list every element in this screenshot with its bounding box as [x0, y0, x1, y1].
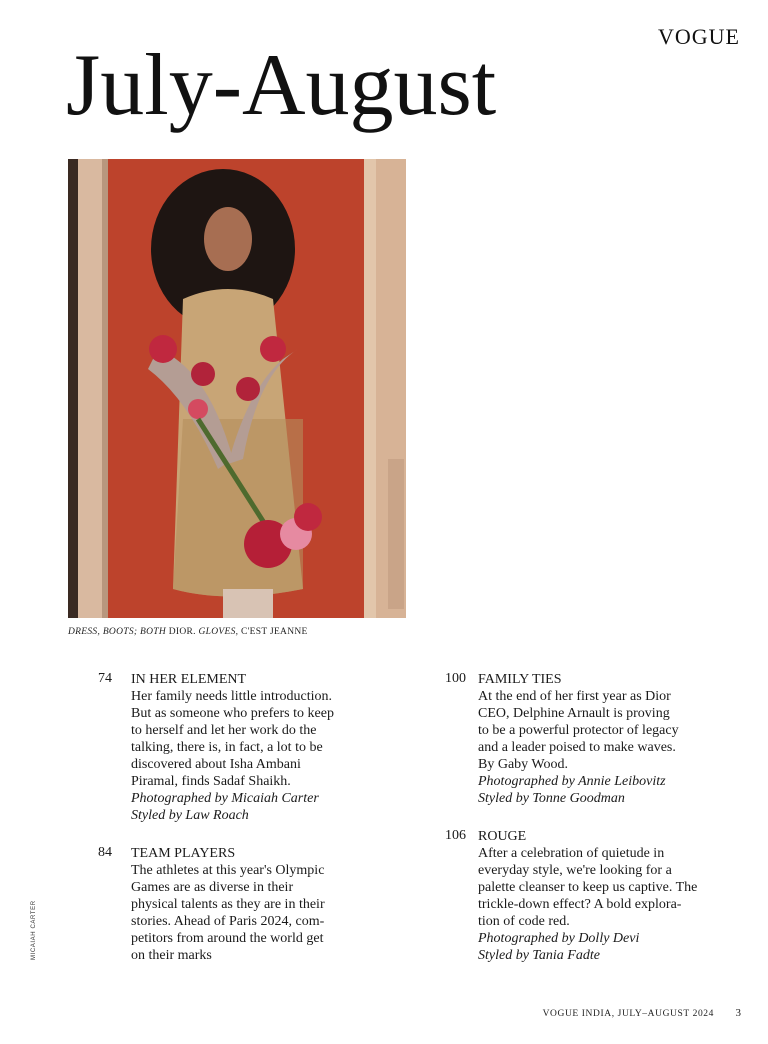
toc-description-line: But as someone who prefers to keep	[131, 706, 334, 721]
toc-description-line: palette cleanser to keep us captive. The	[478, 880, 698, 895]
page-footer: VOGUE INDIA, JULY–AUGUST 2024	[542, 1009, 714, 1019]
toc-description-line: Her family needs little introduction.	[131, 689, 333, 704]
toc-description-line: physical talents as they are in their	[131, 897, 325, 912]
toc-description-line: stories. Ahead of Paris 2024, com-	[131, 914, 325, 929]
toc-description-line: to herself and let her work do the	[131, 723, 317, 738]
toc-description-line: tion of code red.	[478, 914, 570, 929]
caption-part-2: DIOR.	[166, 627, 199, 637]
toc-description-line: Games are as diverse in their	[131, 880, 294, 895]
photo-side-credit: MICAIAH CARTER	[31, 900, 37, 960]
toc-description-line: At the end of her first year as Dior	[478, 689, 671, 704]
toc-heading: ROUGE	[478, 829, 527, 844]
toc-description-line: After a celebration of quietude in	[478, 846, 665, 861]
toc-page-number: 74	[98, 671, 112, 686]
toc-page-number: 106	[445, 828, 466, 843]
cover-photo	[68, 159, 406, 618]
caption-part-4: C'EST JEANNE	[238, 627, 308, 637]
toc-description-line: Piramal, finds Sadaf Shaikh.	[131, 774, 291, 789]
toc-credit-stylist: Styled by Law Roach	[131, 808, 249, 823]
caption-part-1: DRESS, BOOTS; BOTH	[68, 627, 167, 637]
toc-description-line: trickle-down effect? A bold explora-	[478, 897, 682, 912]
toc-credit-stylist: Styled by Tania Fadte	[478, 948, 600, 963]
toc-description-line: CEO, Delphine Arnault is proving	[478, 706, 670, 721]
toc-heading: TEAM PLAYERS	[131, 846, 236, 861]
toc-description-line: The athletes at this year's Olympic	[131, 863, 325, 878]
toc-description-line: to be a powerful protector of legacy	[478, 723, 679, 738]
toc-credit-photographer: Photographed by Micaiah Carter	[131, 791, 319, 806]
toc-heading: FAMILY TIES	[478, 672, 562, 687]
toc-credit-stylist: Styled by Tonne Goodman	[478, 791, 625, 806]
toc-description-line: By Gaby Wood.	[478, 757, 569, 772]
toc-heading: IN HER ELEMENT	[131, 672, 247, 687]
caption-part-3: GLOVES,	[198, 627, 239, 637]
toc-description-line: discovered about Isha Ambani	[131, 757, 301, 772]
toc-description-line: and a leader poised to make waves.	[478, 740, 676, 755]
photo-caption	[68, 627, 308, 637]
toc-page-number: 84	[98, 845, 112, 860]
cover-photo-illustration	[68, 159, 406, 618]
toc-page-number: 100	[445, 671, 466, 686]
toc-credit-photographer: Photographed by Dolly Devi	[478, 931, 640, 946]
issue-title: July-August	[66, 37, 497, 134]
page-number: 3	[735, 1007, 741, 1019]
toc-description-line: talking, there is, in fact, a lot to be	[131, 740, 323, 755]
toc-description-line: on their marks	[131, 948, 212, 963]
toc-description-line: everyday style, we're looking for a	[478, 863, 672, 878]
masthead-logo: VOGUE	[658, 24, 740, 49]
toc-credit-photographer: Photographed by Annie Leibovitz	[478, 774, 666, 789]
toc-description-line: petitors from around the world get	[131, 931, 324, 946]
